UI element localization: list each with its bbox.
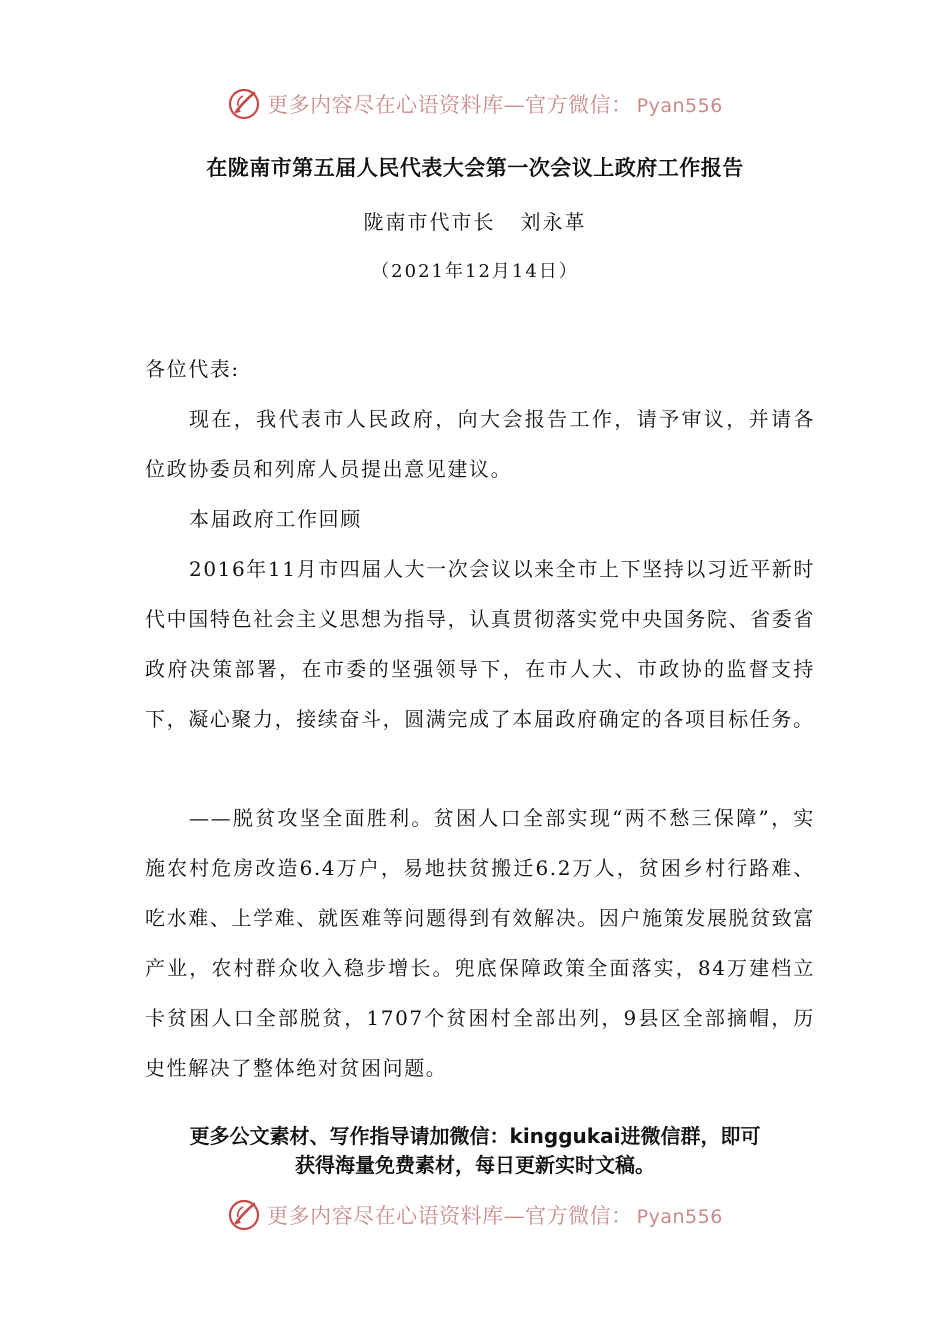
document-title: 在陇南市第五届人民代表大会第一次会议上政府工作报告 <box>206 155 744 180</box>
document-author: 陇南市代市长 刘永革 <box>363 210 587 234</box>
header-watermark-banner <box>0 84 950 124</box>
banner-wechat-handle: Pyan556 <box>636 1206 723 1228</box>
banner-wechat-handle: Pyan556 <box>636 95 723 117</box>
banner-text: 更多内容尽在心语资料库—官方微信： Pyan556 <box>267 93 723 117</box>
promo-line-1: 更多公文素材、写作指导请加微信：kinggukai进微信群，即可 <box>189 1124 761 1148</box>
paragraph-poverty: ——脱贫攻坚全面胜利。贫困人口全部实现“两不愁三保障”，实施农村危房改造6.4万户，易地扶贫搬迁6.2万人，贫困乡村行路难、吃水难、上学难、就医难等问题得到有效解决。因户施策发展脱贫致富产业，农村群众收入稳步增长。兜底保障政策全面落实，84万建档立卡贫困人口全部脱贫，1707个贫困村全部出列，9县区全部摘帽，历史性解决了整体绝对贫困问题。 <box>145 806 815 1080</box>
promo-line-2: 获得海量免费素材，每日更新实时文稿。 <box>295 1153 655 1177</box>
paragraph-intro: 现在，我代表市人民政府，向大会报告工作，请予审议，并请各位政协委员和列席人员提出意见建议。 <box>145 407 815 481</box>
document-date: （2021年12月14日） <box>371 261 579 282</box>
banner-text: 更多内容尽在心语资料库—官方微信： Pyan556 <box>267 1204 723 1228</box>
footer-watermark-banner <box>0 1195 950 1235</box>
section-heading: 本届政府工作回顾 <box>189 507 362 531</box>
brush-logo-icon <box>227 87 261 121</box>
salutation: 各位代表: <box>145 357 240 381</box>
promo-notice <box>0 1122 950 1180</box>
brush-logo-icon <box>227 1198 261 1232</box>
paragraph-review: 2016年11月市四届人大一次会议以来全市上下坚持以习近平新时代中国特色社会主义思想为指导，认真贯彻落实党中央国务院、省委省政府决策部署，在市委的坚强领导下，在市人大、市政协的监督支持下，凝心聚力，接续奋斗，圆满完成了本届政府确定的各项目标任务。 <box>145 557 815 731</box>
